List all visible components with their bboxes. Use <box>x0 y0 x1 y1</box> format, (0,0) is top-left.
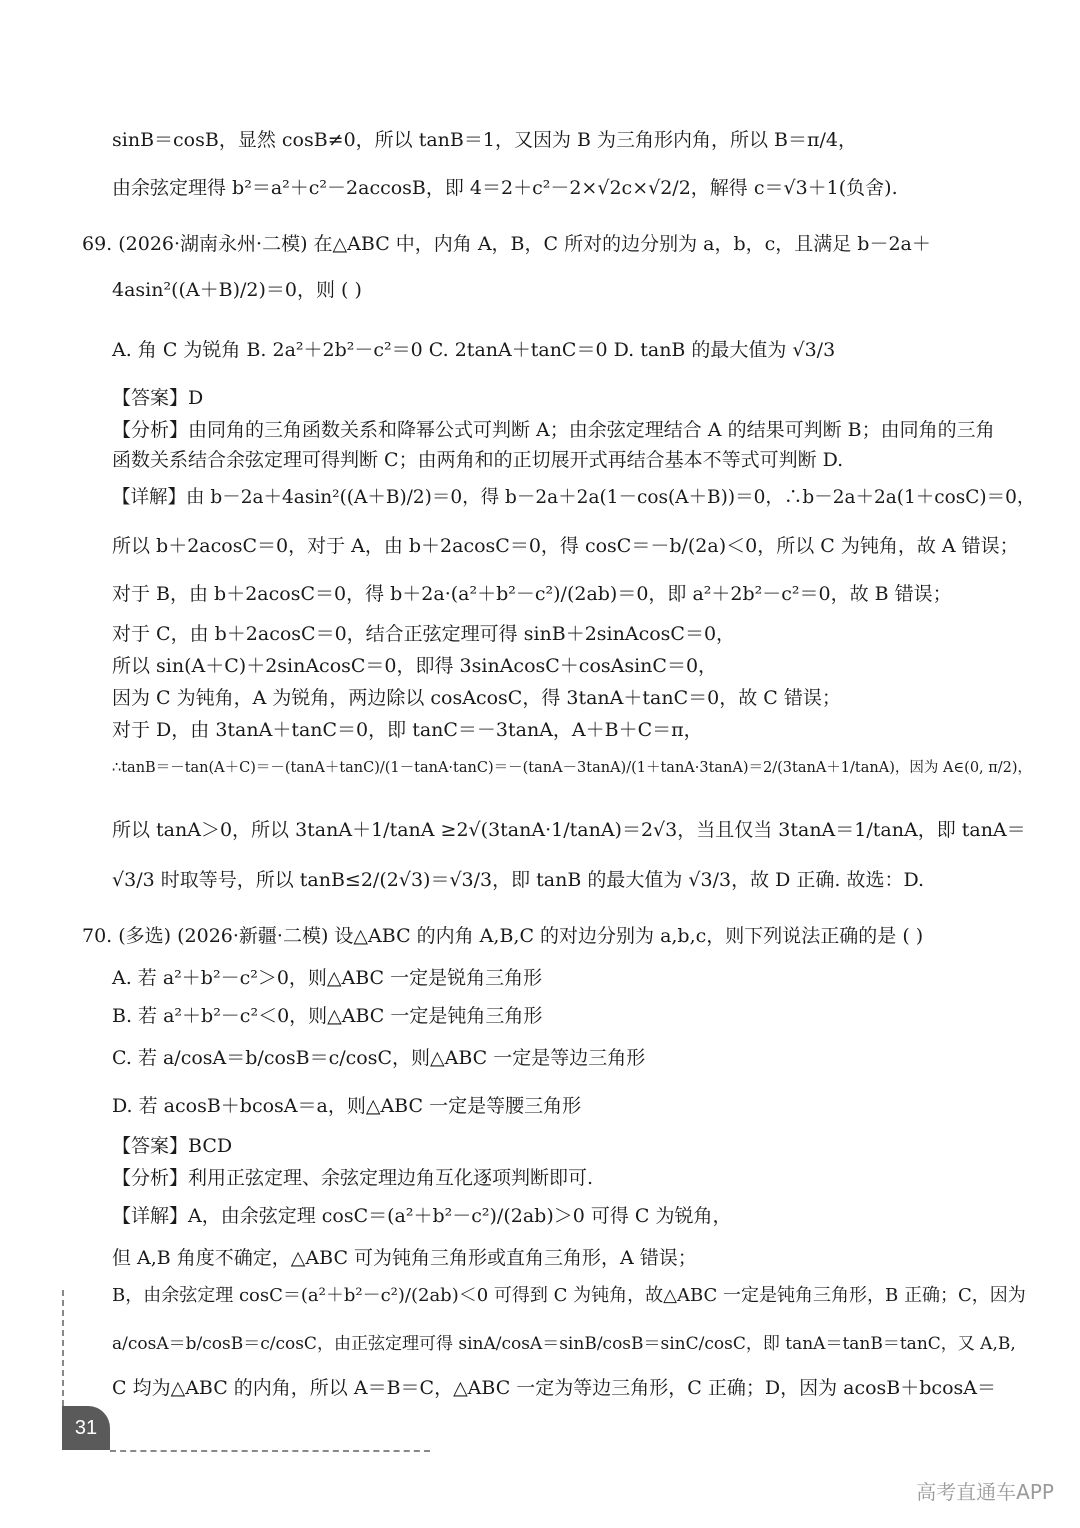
page-number: 31 <box>62 1406 110 1450</box>
text-line: 69. (2026·湖南永州·二模) 在△ABC 中，内角 A，B，C 所对的边分别为 a，b，c，且满足 b－2a＋ <box>82 233 931 255</box>
text-line: a/cosA＝b/cosB＝c/cosC，由正弦定理可得 sinA/cosA＝sinB/cosB＝sinC/cosC，即 tanA＝tanB＝tanC，又 A,B, <box>112 1334 1016 1354</box>
text-line: 4asin²((A＋B)/2)＝0，则 ( ) <box>112 279 362 301</box>
text-line: 【分析】由同角的三角函数关系和降幂公式可判断 A；由余弦定理结合 A 的结果可判断 B；由同角的三角 <box>112 419 995 441</box>
text-line: √3/3 时取等号，所以 tanB≤2/(2√3)＝√3/3，即 tanB 的最大值为 √3/3，故 D 正确. 故选：D. <box>112 869 925 891</box>
page-corner-dashed-line-vertical <box>62 1290 64 1406</box>
text-line: 函数关系结合余弦定理可得判断 C；由两角和的正切展开式再结合基本不等式可判断 D. <box>112 449 844 471</box>
text-line: sinB＝cosB，显然 cosB≠0，所以 tanB＝1，又因为 B 为三角形内角，所以 B＝π/4， <box>112 129 857 151</box>
text-line: 【详解】由 b－2a＋4asin²((A＋B)/2)＝0，得 b－2a＋2a(1－cos(A＋B))＝0，∴b－2a＋2a(1＋cosC)＝0， <box>112 487 1036 508</box>
text-line: ∴tanB＝－tan(A＋C)＝－(tanA＋tanC)/(1－tanA·tanC)＝－(tanA－3tanA)/(1＋tanA·3tanA)＝2/(3tanA＋1/tanA)，因为 A∈(0, π/2)， <box>112 760 1033 776</box>
text-line: 对于 D，由 3tanA＋tanC＝0，即 tanC＝－3tanA，A＋B＋C＝π， <box>112 719 703 741</box>
text-line: 【详解】A，由余弦定理 cosC＝(a²＋b²－c²)/(2ab)＞0 可得 C 为锐角， <box>112 1205 732 1227</box>
text-line: D. 若 acosB＋bcosA＝a，则△ABC 一定是等腰三角形 <box>112 1095 582 1117</box>
text-line: 所以 b＋2acosC＝0，对于 A，由 b＋2acosC＝0，得 cosC＝－b/(2a)＜0，所以 C 为钝角，故 A 错误； <box>112 535 1019 557</box>
watermark-text: 高考直通车APP <box>916 1480 1054 1504</box>
text-line: 【答案】BCD <box>112 1135 233 1157</box>
text-line: B，由余弦定理 cosC＝(a²＋b²－c²)/(2ab)＜0 可得到 C 为钝角，故△ABC 一定是钝角三角形，B 正确；C，因为 <box>112 1285 1026 1306</box>
page-corner-dashed-line-horizontal <box>110 1450 430 1452</box>
text-line: A. 角 C 为锐角 B. 2a²＋2b²－c²＝0 C. 2tanA＋tanC＝0 D. tanB 的最大值为 √3/3 <box>112 339 836 361</box>
text-line: 对于 C，由 b＋2acosC＝0，结合正弦定理可得 sinB＋2sinAcosC＝0， <box>112 623 736 645</box>
text-line: 由余弦定理得 b²＝a²＋c²－2accosB，即 4＝2＋c²－2×√2c×√2/2，解得 c＝√3＋1(负舍). <box>112 177 898 199</box>
text-line: 【答案】D <box>112 387 204 409</box>
text-line: C. 若 a/cosA＝b/cosB＝c/cosC，则△ABC 一定是等边三角形 <box>112 1047 646 1069</box>
text-line: 所以 sin(A＋C)＋2sinAcosC＝0，即得 3sinAcosC＋cosAsinC＝0， <box>112 655 718 677</box>
text-line: B. 若 a²＋b²－c²＜0，则△ABC 一定是钝角三角形 <box>112 1005 543 1027</box>
text-line: A. 若 a²＋b²－c²＞0，则△ABC 一定是锐角三角形 <box>112 967 543 989</box>
text-line: 因为 C 为钝角，A 为锐角，两边除以 cosAcosC，得 3tanA＋tanC＝0，故 C 错误； <box>112 687 841 709</box>
text-line: 但 A,B 角度不确定，△ABC 可为钝角三角形或直角三角形，A 错误； <box>112 1247 697 1269</box>
text-line: 70. (多选) (2026·新疆·二模) 设△ABC 的内角 A,B,C 的对边分别为 a,b,c，则下列说法正确的是 ( ) <box>82 925 924 947</box>
text-line: C 均为△ABC 的内角，所以 A＝B＝C，△ABC 一定为等边三角形，C 正确；D，因为 acosB＋bcosA＝ <box>112 1377 996 1399</box>
text-line: 对于 B，由 b＋2acosC＝0，得 b＋2a·(a²＋b²－c²)/(2ab)＝0，即 a²＋2b²－c²＝0，故 B 错误； <box>112 583 952 605</box>
text-line: 【分析】利用正弦定理、余弦定理边角互化逐项判断即可. <box>112 1167 594 1189</box>
text-line: 所以 tanA＞0，所以 3tanA＋1/tanA ≥2√(3tanA·1/tanA)＝2√3，当且仅当 3tanA＝1/tanA，即 tanA＝ <box>112 819 1026 841</box>
